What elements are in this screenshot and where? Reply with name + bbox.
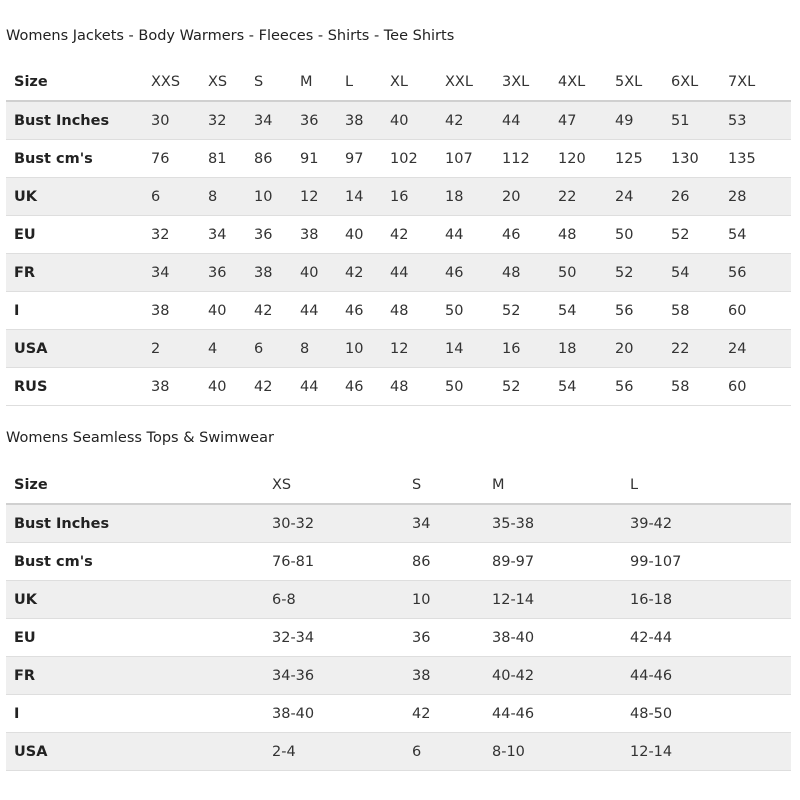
table-cell: 2-4 [272,733,412,771]
table-cell: 50 [615,216,671,254]
table-cell: 36 [300,101,345,140]
swimwear-header-row [6,466,791,504]
table-cell: 44 [300,368,345,406]
column-header: XL [390,63,445,101]
row-label: Bust cm's [6,140,151,178]
table-cell: 125 [615,140,671,178]
table-cell: 16 [502,330,558,368]
table-cell: 24 [728,330,791,368]
table-cell: 42 [390,216,445,254]
table-cell: 107 [445,140,502,178]
table-cell: 46 [445,254,502,292]
table-cell: 38 [254,254,300,292]
table-cell: 6 [151,178,208,216]
table-cell: 12-14 [630,733,791,771]
table-cell: 52 [502,292,558,330]
table-cell: 16-18 [630,581,791,619]
table-cell: 34 [412,504,492,543]
table-cell: 36 [412,619,492,657]
table-cell: 58 [671,292,728,330]
table-row [6,330,791,368]
table-cell: 4 [208,330,254,368]
table-cell: 44-46 [630,657,791,695]
table-cell: 48 [390,368,445,406]
column-header: S [412,466,492,504]
table-cell: 12 [300,178,345,216]
table-cell: 22 [671,330,728,368]
table-cell: 58 [671,368,728,406]
row-label: FR [6,657,272,695]
column-header: S [254,63,300,101]
table-cell: 38 [345,101,390,140]
table-cell: 48 [558,216,615,254]
table-cell: 6 [254,330,300,368]
table-cell: 38 [151,292,208,330]
table-row [6,657,791,695]
table-cell: 28 [728,178,791,216]
table-cell: 40 [208,292,254,330]
table-row [6,254,791,292]
table-cell: 50 [558,254,615,292]
table-cell: 40 [390,101,445,140]
column-header: M [300,63,345,101]
swimwear-size-table [6,466,791,771]
table-cell: 52 [671,216,728,254]
table-cell: 40 [345,216,390,254]
table-cell: 48 [390,292,445,330]
table-cell: 48-50 [630,695,791,733]
table-row [6,504,791,543]
table-cell: 38-40 [272,695,412,733]
table-cell: 76 [151,140,208,178]
table-row [6,581,791,619]
table-cell: 86 [254,140,300,178]
table-cell: 46 [345,292,390,330]
table-cell: 47 [558,101,615,140]
table-cell: 8 [300,330,345,368]
table-cell: 54 [558,292,615,330]
table-cell: 6 [412,733,492,771]
table-cell: 20 [502,178,558,216]
jackets-table-title: Womens Jackets - Body Warmers - Fleeces - Shirts - Tee Shirts [6,28,455,44]
table-cell: 112 [502,140,558,178]
row-label: UK [6,581,272,619]
table-cell: 120 [558,140,615,178]
column-header: XXL [445,63,502,101]
jackets-header-row [6,63,791,101]
table-cell: 24 [615,178,671,216]
table-cell: 44 [390,254,445,292]
row-label: Bust Inches [6,101,151,140]
column-header: XXS [151,63,208,101]
table-cell: 52 [502,368,558,406]
table-row [6,733,791,771]
table-cell: 35-38 [492,504,630,543]
table-cell: 18 [445,178,502,216]
table-cell: 44 [445,216,502,254]
table-cell: 38 [151,368,208,406]
column-header: 3XL [502,63,558,101]
table-cell: 30 [151,101,208,140]
row-label: UK [6,178,151,216]
table-cell: 86 [412,543,492,581]
row-label: FR [6,254,151,292]
table-cell: 56 [728,254,791,292]
table-cell: 53 [728,101,791,140]
table-cell: 97 [345,140,390,178]
table-row [6,292,791,330]
table-cell: 54 [728,216,791,254]
table-cell: 44 [300,292,345,330]
column-header: 5XL [615,63,671,101]
table-cell: 42 [254,292,300,330]
table-cell: 56 [615,368,671,406]
table-row [6,216,791,254]
row-label: EU [6,619,272,657]
table-cell: 38-40 [492,619,630,657]
table-cell: 14 [445,330,502,368]
table-cell: 46 [345,368,390,406]
table-cell: 39-42 [630,504,791,543]
table-cell: 2 [151,330,208,368]
table-row [6,619,791,657]
table-cell: 42 [345,254,390,292]
table-cell: 56 [615,292,671,330]
table-row [6,178,791,216]
table-cell: 32-34 [272,619,412,657]
table-cell: 42 [412,695,492,733]
swimwear-table-title: Womens Seamless Tops & Swimwear [6,430,274,446]
table-cell: 8-10 [492,733,630,771]
table-cell: 40 [208,368,254,406]
table-cell: 130 [671,140,728,178]
table-cell: 40-42 [492,657,630,695]
row-label: USA [6,330,151,368]
table-cell: 32 [151,216,208,254]
table-cell: 135 [728,140,791,178]
column-header: M [492,466,630,504]
row-label: Bust cm's [6,543,272,581]
table-cell: 102 [390,140,445,178]
table-cell: 34 [208,216,254,254]
table-cell: 54 [671,254,728,292]
table-cell: 18 [558,330,615,368]
table-cell: 30-32 [272,504,412,543]
column-header-size: Size [6,466,272,504]
table-cell: 10 [345,330,390,368]
table-cell: 52 [615,254,671,292]
table-cell: 50 [445,292,502,330]
table-cell: 38 [412,657,492,695]
table-cell: 12 [390,330,445,368]
table-cell: 26 [671,178,728,216]
table-cell: 48 [502,254,558,292]
table-cell: 12-14 [492,581,630,619]
table-cell: 34 [254,101,300,140]
row-label: I [6,292,151,330]
table-cell: 40 [300,254,345,292]
table-cell: 42 [445,101,502,140]
table-cell: 60 [728,368,791,406]
table-cell: 14 [345,178,390,216]
table-cell: 22 [558,178,615,216]
row-label: USA [6,733,272,771]
table-cell: 36 [254,216,300,254]
table-cell: 34 [151,254,208,292]
table-cell: 54 [558,368,615,406]
column-header-size: Size [6,63,151,101]
column-header: L [345,63,390,101]
column-header: 4XL [558,63,615,101]
table-row [6,101,791,140]
table-cell: 89-97 [492,543,630,581]
table-row [6,140,791,178]
table-cell: 42 [254,368,300,406]
table-cell: 42-44 [630,619,791,657]
table-cell: 76-81 [272,543,412,581]
table-cell: 10 [412,581,492,619]
table-cell: 49 [615,101,671,140]
table-cell: 91 [300,140,345,178]
table-cell: 99-107 [630,543,791,581]
table-cell: 6-8 [272,581,412,619]
table-cell: 34-36 [272,657,412,695]
table-cell: 60 [728,292,791,330]
table-cell: 32 [208,101,254,140]
table-row [6,368,791,406]
table-cell: 46 [502,216,558,254]
column-header: XS [272,466,412,504]
table-cell: 36 [208,254,254,292]
table-cell: 44 [502,101,558,140]
table-cell: 44-46 [492,695,630,733]
column-header: 7XL [728,63,791,101]
column-header: XS [208,63,254,101]
table-cell: 81 [208,140,254,178]
table-cell: 50 [445,368,502,406]
table-cell: 10 [254,178,300,216]
row-label: EU [6,216,151,254]
column-header: L [630,466,791,504]
row-label: I [6,695,272,733]
row-label: RUS [6,368,151,406]
row-label: Bust Inches [6,504,272,543]
table-cell: 51 [671,101,728,140]
jackets-size-table [6,63,791,406]
column-header: 6XL [671,63,728,101]
table-cell: 8 [208,178,254,216]
table-row [6,543,791,581]
table-row [6,695,791,733]
table-cell: 38 [300,216,345,254]
table-cell: 16 [390,178,445,216]
table-cell: 20 [615,330,671,368]
